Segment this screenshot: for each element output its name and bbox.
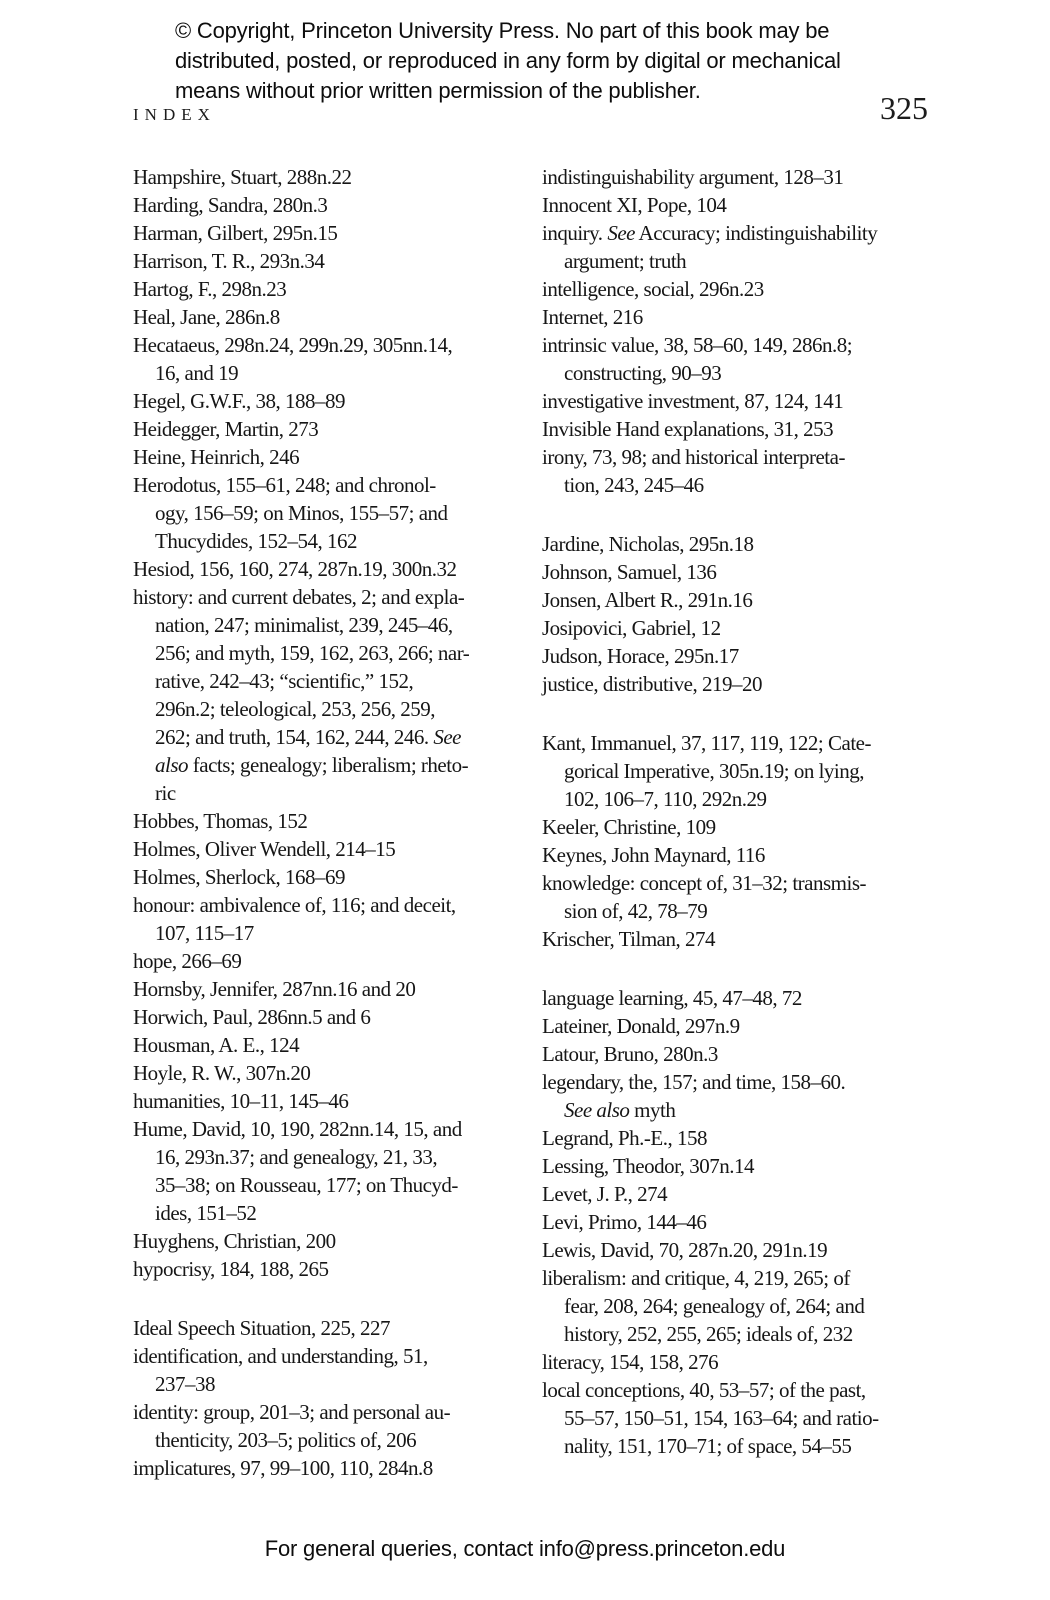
index-entry-line: Heine, Heinrich, 246 [133,445,300,469]
index-entry [133,1003,528,1031]
index-entry [133,387,528,415]
index-entry [133,1059,528,1087]
index-entry-line: 16, and 19 [155,361,239,385]
index-entry-line: identification, and understanding, 51, [133,1344,428,1368]
index-entry [133,303,528,331]
index-entry [133,1087,528,1115]
index-group [542,163,962,499]
index-entry-line: Josipovici, Gabriel, 12 [542,616,721,640]
index-entry-line: indistinguishability argument, 128–31 [542,165,844,189]
index-entry-line: liberalism: and critique, 4, 219, 265; of [542,1266,850,1290]
index-entry-line: implicatures, 97, 99–100, 110, 284n.8 [133,1456,433,1480]
index-entry [542,303,962,331]
index-entry-line: Huyghens, Christian, 200 [133,1229,336,1253]
index-entry [542,1040,962,1068]
index-entry-line: Kant, Immanuel, 37, 117, 119, 122; Cate- [542,731,871,755]
index-entry [133,471,528,555]
index-entry-line: Lateiner, Donald, 297n.9 [542,1014,740,1038]
index-entry-line: Hartog, F., 298n.23 [133,277,287,301]
index-entry-line: Housman, A. E., 124 [133,1033,300,1057]
index-entry-line: Heal, Jane, 286n.8 [133,305,280,329]
index-entry-line: Heidegger, Martin, 273 [133,417,319,441]
index-entry-line: Innocent XI, Pope, 104 [542,193,727,217]
index-entry-line: Internet, 216 [542,305,643,329]
index-entry [133,275,528,303]
index-entry-line: Jonsen, Albert R., 291n.16 [542,588,753,612]
index-entry [133,219,528,247]
index-entry [542,642,962,670]
index-entry [542,530,962,558]
index-entry [542,1152,962,1180]
index-entry [133,807,528,835]
index-entry [133,1398,528,1454]
index-entry-line: history, 252, 255, 265; ideals of, 232 [564,1322,853,1346]
index-entry [542,331,962,387]
index-entry [133,1255,528,1283]
index-entry-line: gorical Imperative, 305n.19; on lying, [564,759,865,783]
index-entry-line: argument; truth [564,249,687,273]
index-entry-line: investigative investment, 87, 124, 141 [542,389,844,413]
index-entry-line: 256; and myth, 159, 162, 263, 266; nar- [155,641,470,665]
index-entry-line: 102, 106–7, 110, 292n.29 [564,787,767,811]
index-entry [133,191,528,219]
index-entry-line: Harding, Sandra, 280n.3 [133,193,328,217]
index-entry-line: identity: group, 201–3; and personal au- [133,1400,451,1424]
index-group [133,163,528,1283]
index-entry [133,835,528,863]
index-entry-line: Hampshire, Stuart, 288n.22 [133,165,352,189]
index-entry [542,415,962,443]
index-entry [133,1227,528,1255]
index-entry-line: Hesiod, 156, 160, 274, 287n.19, 300n.32 [133,557,457,581]
index-entry [542,558,962,586]
index-entry-line: 296n.2; teleological, 253, 256, 259, [155,697,436,721]
index-entry-line: 35–38; on Rousseau, 177; on Thucyd- [155,1173,458,1197]
index-entry-line: Lewis, David, 70, 287n.20, 291n.19 [542,1238,828,1262]
index-entry [133,331,528,387]
index-entry [542,586,962,614]
index-entry [542,813,962,841]
index-entry-line: justice, distributive, 219–20 [542,672,762,696]
index-entry [542,191,962,219]
index-entry [542,1236,962,1264]
index-entry [542,387,962,415]
index-entry-line: Hoyle, R. W., 307n.20 [133,1061,311,1085]
index-title: INDEX [133,105,216,124]
index-entry [542,984,962,1012]
index-entry [542,841,962,869]
index-entry [542,869,962,925]
index-entry-line: Latour, Bruno, 280n.3 [542,1042,718,1066]
index-entry [133,1314,528,1342]
index-entry-line: 55–57, 150–51, 154, 163–64; and ratio- [564,1406,879,1430]
index-entry-line: ides, 151–52 [155,1201,257,1225]
index-entry-line: irony, 73, 98; and historical interpreta- [542,445,845,469]
index-entry-line: nality, 151, 170–71; of space, 54–55 [564,1434,852,1458]
index-entry [542,1180,962,1208]
index-entry-line: hope, 266–69 [133,949,242,973]
index-entry-line: 237–38 [155,1372,215,1396]
copyright-line: distributed, posted, or reproduced in any form by digital or mechanical [175,48,841,73]
index-entry [133,415,528,443]
index-entry [542,614,962,642]
index-entry-line: intrinsic value, 38, 58–60, 149, 286n.8; [542,333,853,357]
index-entry [542,1124,962,1152]
index-entry-line: Hume, David, 10, 190, 282nn.14, 15, and [133,1117,462,1141]
index-entry-line: ric [155,781,176,805]
index-entry [542,1264,962,1348]
index-entry-line: 16, 293n.37; and genealogy, 21, 33, [155,1145,438,1169]
index-entry-line: language learning, 45, 47–48, 72 [542,986,802,1010]
index-entry-line: Holmes, Oliver Wendell, 214–15 [133,837,396,861]
copyright-line: © Copyright, Princeton University Press. No part of this book may be [175,18,830,43]
index-entry-line: honour: ambivalence of, 116; and deceit, [133,893,456,917]
index-entry [133,583,528,807]
index-entry-line: Levi, Primo, 144–46 [542,1210,707,1234]
index-entry-line: Hecataeus, 298n.24, 299n.29, 305nn.14, [133,333,453,357]
index-entry [133,947,528,975]
index-entry [133,247,528,275]
index-right-column [542,163,962,1491]
page-footer: For general queries, contact info@press.princeton.edu [264,1536,786,1561]
index-group [133,1314,528,1482]
index-entry [542,1208,962,1236]
index-entry-line: hypocrisy, 184, 188, 265 [133,1257,329,1281]
index-entry-line: Judson, Horace, 295n.17 [542,644,739,668]
index-entry-line: rative, 242–43; “scientific,” 152, [155,669,414,693]
index-entry [542,670,962,698]
index-entry [542,729,962,813]
index-entry-line: Harman, Gilbert, 295n.15 [133,221,338,245]
index-entry [133,1031,528,1059]
index-entry [542,443,962,499]
index-entry-line: Legrand, Ph.-E., 158 [542,1126,707,1150]
index-entry [133,891,528,947]
index-entry-line: tion, 243, 245–46 [564,473,704,497]
index-entry-line: humanities, 10–11, 145–46 [133,1089,349,1113]
index-left-column [133,163,528,1513]
index-entry-line: thenticity, 203–5; politics of, 206 [155,1428,417,1452]
page-header [0,0,1050,140]
index-entry-line: Hornsby, Jennifer, 287nn.16 and 20 [133,977,416,1001]
index-entry [133,1454,528,1482]
index-entry-line: Johnson, Samuel, 136 [542,560,717,584]
page-number: 325 [880,90,928,126]
index-entry-line: Hobbes, Thomas, 152 [133,809,308,833]
index-entry-line: See also myth [564,1098,676,1122]
index-group [542,729,962,953]
index-entry [133,555,528,583]
index-entry [542,1068,962,1124]
index-entry [133,163,528,191]
index-entry-line: knowledge: concept of, 31–32; transmis- [542,871,867,895]
index-group [542,984,962,1460]
index-entry-line: Hegel, G.W.F., 38, 188–89 [133,389,345,413]
index-entry-line: Keynes, John Maynard, 116 [542,843,765,867]
index-entry [542,219,962,275]
index-entry-line: literacy, 154, 158, 276 [542,1350,719,1374]
index-entry-line: inquiry. See Accuracy; indistinguishability [542,221,878,245]
index-entry-line: Harrison, T. R., 293n.34 [133,249,325,273]
index-entry [542,1376,962,1460]
index-entry-line: Ideal Speech Situation, 225, 227 [133,1316,390,1340]
index-entry [133,1115,528,1227]
index-entry-line: local conceptions, 40, 53–57; of the past, [542,1378,866,1402]
index-entry-line: Thucydides, 152–54, 162 [155,529,357,553]
index-entry-line: 107, 115–17 [155,921,254,945]
index-entry-line: Holmes, Sherlock, 168–69 [133,865,345,889]
index-entry-line: Lessing, Theodor, 307n.14 [542,1154,754,1178]
index-group [542,530,962,698]
index-entry-line: Invisible Hand explanations, 31, 253 [542,417,834,441]
index-entry [133,975,528,1003]
index-entry-line: Levet, J. P., 274 [542,1182,668,1206]
index-entry-line: legendary, the, 157; and time, 158–60. [542,1070,846,1094]
index-entry [542,163,962,191]
index-entry [542,1348,962,1376]
index-entry-line: also facts; genealogy; liberalism; rheto- [155,753,469,777]
index-entry-line: Herodotus, 155–61, 248; and chronol- [133,473,436,497]
index-entry-line: sion of, 42, 78–79 [564,899,708,923]
index-entry-line: history: and current debates, 2; and expla- [133,585,465,609]
index-entry-line: Keeler, Christine, 109 [542,815,716,839]
index-entry [542,275,962,303]
index-entry-line: nation, 247; minimalist, 239, 245–46, [155,613,453,637]
index-entry-line: fear, 208, 264; genealogy of, 264; and [564,1294,865,1318]
index-entry [542,925,962,953]
index-entry-line: ogy, 156–59; on Minos, 155–57; and [155,501,448,525]
copyright-line: means without prior written permission of the publisher. [175,78,701,103]
index-entry-line: Horwich, Paul, 286nn.5 and 6 [133,1005,371,1029]
index-entry-line: intelligence, social, 296n.23 [542,277,764,301]
index-entry [133,1342,528,1398]
index-entry-line: constructing, 90–93 [564,361,722,385]
index-entry [542,1012,962,1040]
index-entry [133,443,528,471]
index-entry [133,863,528,891]
index-entry-line: 262; and truth, 154, 162, 244, 246. See [155,725,461,749]
index-entry-line: Jardine, Nicholas, 295n.18 [542,532,754,556]
index-entry-line: Krischer, Tilman, 274 [542,927,715,951]
